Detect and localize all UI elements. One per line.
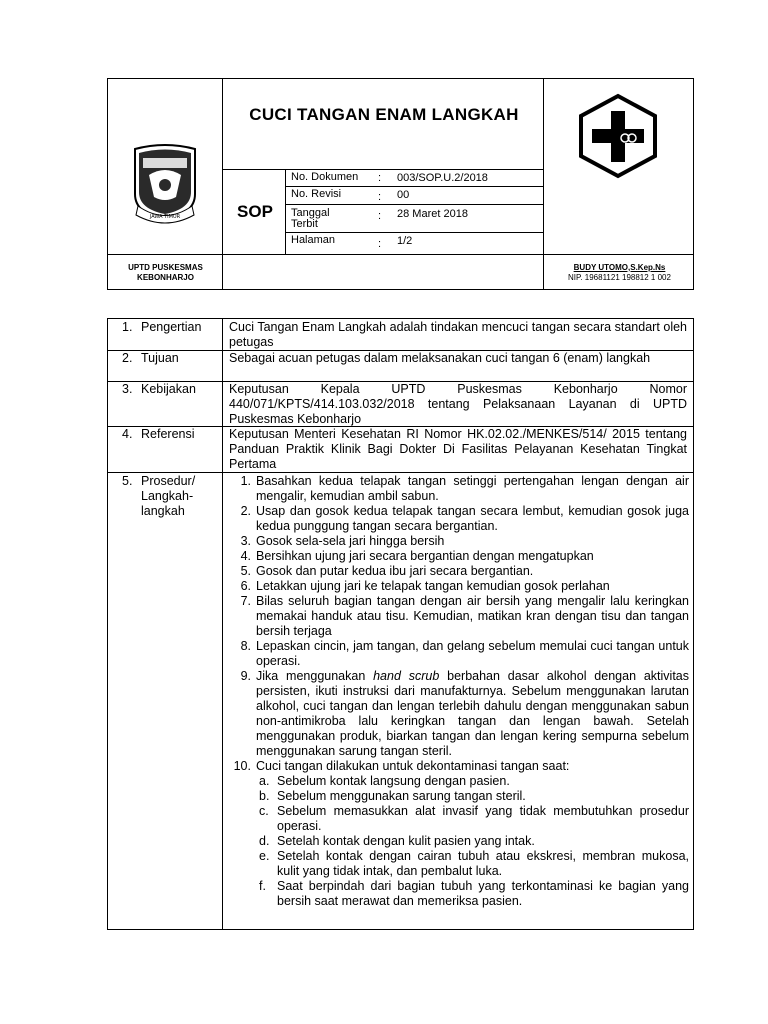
list-item: 6. Letakkan ujung jari ke telapak tangan kemudian gosok perlahan xyxy=(240,579,610,593)
sub-list-item: f. Saat berpindah dari bagian tubuh yang terkontaminasi ke bagian yang bersih saat merawat dan memeriksa pasien. xyxy=(259,879,689,908)
signer-block xyxy=(545,255,694,290)
sub-list-item: b. Sebelum menggunakan sarung tangan steril. xyxy=(259,789,526,803)
list-item: 2. Usap dan gosok kedua telapak tangan secara lembut, kemudian gosok juga kedua punggung tangan secara bergantian. xyxy=(240,504,689,533)
sop-label: SOP xyxy=(237,201,273,221)
regional-crest-logo xyxy=(108,79,223,254)
list-item: 10. Cuci tangan dilakukan untuk dekontaminasi tangan saat: xyxy=(233,759,570,773)
procedure-steps xyxy=(229,474,689,909)
meta-row-halaman: Halaman : 1/2 xyxy=(291,234,413,250)
list-item: 9. Jika menggunakan hand scrub berbahan dasar alkohol dengan aktivitas persisten, ikuti instruksi dari manufakturnya. Sebelum menggunakan larutan alkohol, cuci tangan dan lengan terlebih dahulu dengan menggunakan sabun non-antimikroba lalu keringkan tangan dan lengan bawah. Setelah menggunakan produk, biarkan tangan dan lengan kering sempurna sebelum menggunakan sarung tangan steril. xyxy=(240,669,689,758)
crest-caption: JAWA TIMUR xyxy=(149,214,181,220)
list-item: 8. Lepaskan cincin, jam tangan, dan gelang sebelum memulai cuci tangan untuk operasi. xyxy=(240,639,689,668)
sub-list-item: c. Sebelum memasukkan alat invasif yang tidak membutuhkan prosedur operasi. xyxy=(259,804,689,833)
section-text-kebijakan: Keputusan Kepala UPTD Puskesmas Kebonharjo Nomor 440/071/KPTS/414.103.032/2018 tentang Pelaksanaan Layanan di UPTD Puskesmas Kebonharjo xyxy=(229,382,687,426)
sub-list-item: a. Sebelum kontak langsung dengan pasien. xyxy=(259,774,510,788)
signer-name: BUDY UTOMO,S.Kep.Ns xyxy=(573,262,666,272)
sub-list-item: d. Setelah kontak dengan kulit pasien yang intak. xyxy=(259,834,535,848)
sub-list-item: e. Setelah kontak dengan cairan tubuh atau ekskresi, membran mukosa, kulit yang tidak intak, dan pembalut luka. xyxy=(259,849,689,878)
list-item: 1. Basahkan kedua telapak tangan setinggi pertengahan lengan dengan air mengalir, kemudian ambil sabun. xyxy=(240,474,689,503)
puskesmas-logo xyxy=(544,79,693,254)
sop-header xyxy=(107,78,694,290)
organization-name: UPTD PUSKESMAS KEBONHARJO xyxy=(128,262,203,282)
list-item: 5. Gosok dan putar kedua ibu jari secara bergantian. xyxy=(240,564,534,578)
meta-row-tanggal: Tanggal Terbit : 28 Maret 2018 xyxy=(291,207,468,230)
section-text-referensi: Keputusan Menteri Kesehatan RI Nomor HK.02.02./MENKES/514/ 2015 tentang Panduan Praktik Klinik Bagi Dokter Di Fasilitas Pelayanan Kesehatan Tingkat Pertama xyxy=(229,427,687,471)
page-title: CUCI TANGAN ENAM LANGKAH xyxy=(249,105,519,124)
list-item: 4. Bersihkan ujung jari secara bergantian dengan mengatupkan xyxy=(240,549,594,563)
list-item: 7. Bilas seluruh bagian tangan dengan air bersih yang mengalir lalu keringkan memakai handuk atau tisu. Kemudian, matikan kran dengan tisu dan tangan bersih terjaga xyxy=(240,594,689,638)
sop-content-table: 1. Pengertian Cuci Tangan Enam Langkah adalah tindakan mencuci tangan secara standart oleh petugas 2. Tujuan Sebagai acuan petugas dalam melaksanakan cuci tangan 6 (enam) langkah 3. Kebijakan Keputusan Kepala UPTD Puskesmas Kebonharjo Nomor 440/071/KPTS/414.103.032/2018 tentang Pelaksanaan Layanan di UPTD Puskesmas Kebonharjo 4. Referensi Keputusan Menteri Kesehatan RI Nomor HK.02.02./MENKES/514/ 2015 tentang Panduan Praktik Klinik Bagi Dokter Di Fasilitas Pelayanan Kesehatan Tingkat Pertama 5. Prosedur/ Langkah-langkah 1. Basahkan kedua telapak tangan setinggi pertengahan lengan dengan air mengalir, kemudian ambil sabun. 2. Usap dan gosok kedua telapak tangan secara lembut, kemudian gosok juga kedua punggung tangan secara bergantian. 3. Gosok sela-sela jari hingga bersih 4. Bersihkan ujung jari secara bergantian dengan mengatupkan 5. Gosok dan putar kedua ibu jari secara bergantian. 6. Letakkan ujung jari ke telapak tangan kemudian gosok perlahan 7. Bilas seluruh bagian tangan dengan air bersih yang mengalir lalu keringkan memakai handuk atau tisu. Kemudian, matikan kran dengan tisu dan tangan bersih terjaga 8. Lepaskan cincin, jam tangan, dan gelang sebelum memulai cuci tangan untuk operasi. 9. Jika menggunakan hand scrub berbahan dasar alkohol dengan aktivitas persisten, ikuti instruksi dari manufakturnya. Sebelum menggunakan larutan alkohol, cuci tangan dan lengan terlebih dahulu dengan menggunakan sabun non-antimikroba lalu keringkan tangan dan lengan bawah. Setelah menggunakan produk, biarkan tangan dan lengan kering sempurna sebelum menggunakan sarung tangan steril. 10. Cuci tangan dilakukan untuk dekontaminasi tangan saat: a. Sebelum kontak langsung dengan pasien. b. Sebelum menggunakan sarung tangan steril. c. Sebelum memasukkan alat invasif yang tidak membutuhkan prosedur operasi. d. Setelah kontak dengan kulit pasien yang intak. e. Setelah kontak dengan cairan tubuh atau ekskresi, membran mukosa, kulit yang tidak intak, dan pembalut luka. f. Saat berpindah dari bagian tubuh yang terkontaminasi ke bagian yang bersih saat merawat dan memeriksa pasien. xyxy=(107,318,694,930)
signer-nip: NIP. 19681121 198812 1 002 xyxy=(568,272,671,282)
meta-row-revisi: No. Revisi : 00 xyxy=(291,188,410,203)
section-text-pengertian: Cuci Tangan Enam Langkah adalah tindakan mencuci tangan secara standart oleh petugas xyxy=(229,320,687,349)
meta-row-dokumen: No. Dokumen : 003/SOP.U.2/2018 xyxy=(291,171,488,184)
section-text-tujuan: Sebagai acuan petugas dalam melaksanakan cuci tangan 6 (enam) langkah xyxy=(229,351,651,365)
list-item: 3. Gosok sela-sela jari hingga bersih xyxy=(240,534,445,548)
